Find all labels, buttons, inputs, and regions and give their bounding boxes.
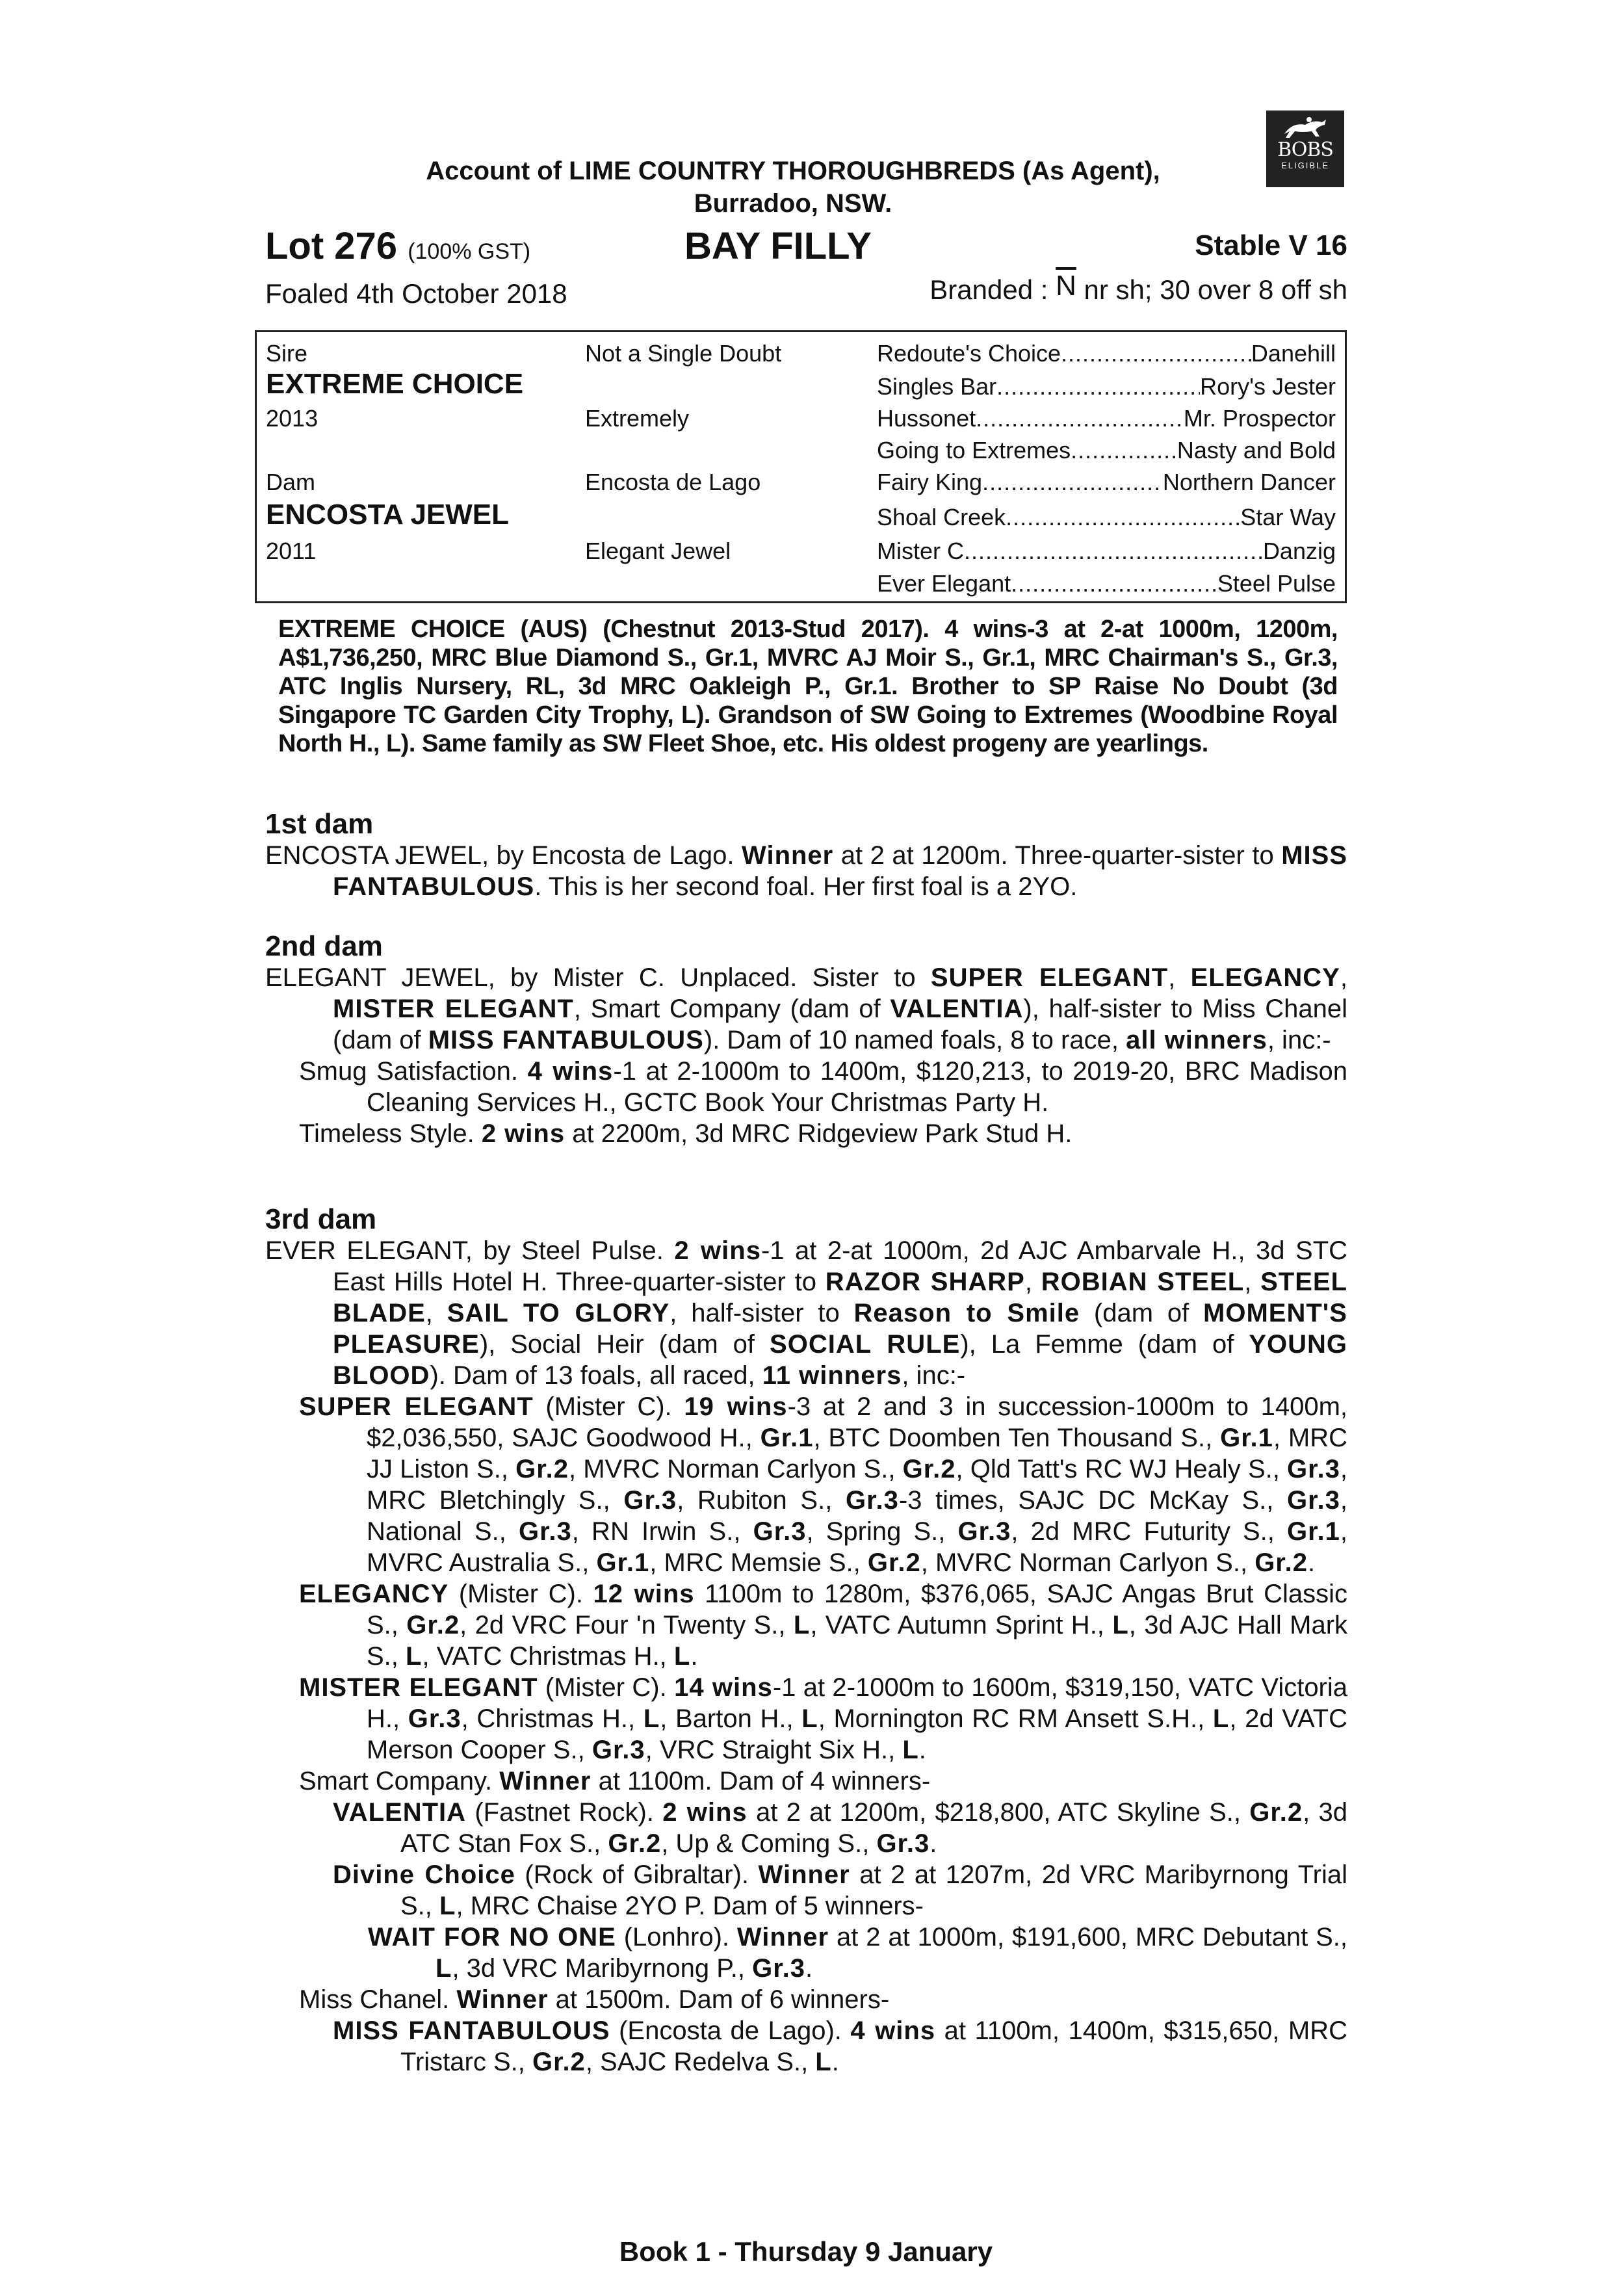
sire-label: Sire [266, 340, 308, 367]
grandparent-row [877, 538, 1336, 565]
bold-text: Gr.3 [623, 1486, 677, 1515]
text: , MVRC Norman Carlyon S., [920, 1548, 1255, 1577]
text: , Barton H., [660, 1704, 802, 1733]
text: , Qld Tatt's RC WJ Healy S., [956, 1455, 1288, 1483]
gst-note: (100% GST) [408, 239, 531, 264]
dot-leader [964, 538, 1263, 565]
first-dam-text [265, 840, 1347, 902]
grandparent-row [877, 469, 1336, 496]
logo-subtext: ELIGIBLE [1281, 161, 1329, 170]
bold-text: MISS FANTABULOUS [333, 841, 1348, 901]
text: at 1500m. Dam of 6 winners- [548, 1985, 890, 2014]
bold-text: Winner [736, 1923, 829, 1951]
bold-text: L [801, 1704, 818, 1733]
progeny-entry [333, 1797, 1347, 1859]
bold-text: SAIL TO GLORY [447, 1299, 670, 1327]
gp-sire: Redoute's Choice [877, 340, 1061, 367]
text: , RN Irwin S., [571, 1517, 753, 1546]
text: . [918, 1736, 926, 1764]
text: , MRC JJ Liston S., [367, 1424, 1347, 1483]
branded-label: Branded : [930, 274, 1048, 305]
lot-line [265, 224, 1347, 270]
gp-sire: Ever Elegant [877, 570, 1011, 597]
lot-number [265, 224, 530, 268]
sire-summary: EXTREME CHOICE (AUS) (Chestnut 2013-Stud 2017). 4 wins-3 at 2-at 1000m, 1200m, A$1,736,250, MRC Blue Diamond S., Gr.1, MVRC AJ Moir S., Gr.1, MRC Chairman's S., Gr.3, ATC Inglis Nursery, RL, 3d MRC Oakleigh P., Gr.1. Brother to SP Raise No Doubt (3d Singapore TC Garden City Trophy, L). Grandson of SW Going to Extremes (Woodbine Royal North H., L). Same family as SW Fleet Shoe, etc. His oldest progeny are yearlings. [278, 616, 1338, 757]
bold-text: L [815, 2048, 832, 2076]
branded-info [879, 270, 1347, 306]
branded-detail: nr sh; 30 over 8 off sh [1084, 274, 1347, 305]
text: , 2d VRC Four 'n Twenty S., [460, 1611, 794, 1639]
text: -1 at 2-at 1000m, 2d AJC Ambarvale H., 3d STC East Hills Hotel H. Three-quarter-sister to [333, 1236, 1348, 1296]
bold-text: RAZOR SHARP [825, 1268, 1025, 1296]
bold-text: ELEGANCY [299, 1580, 449, 1608]
grandparent-row [877, 570, 1336, 597]
bold-text: 4 wins [850, 2016, 936, 2045]
text: , MVRC Norman Carlyon S., [568, 1455, 903, 1483]
text: . [690, 1642, 698, 1671]
vendor-heading [0, 155, 1612, 220]
bold-text: MISS FANTABULOUS [428, 1026, 704, 1054]
bold-text: Gr.2 [406, 1611, 460, 1639]
grandparent-row [877, 340, 1336, 367]
text: -1 at 2-1000m to 1400m, $120,213, to 2019-20, BRC Madison Cleaning Services H., GCTC Book Your Christmas Party H. [367, 1057, 1348, 1117]
second-dam-section [265, 931, 1347, 1149]
text: at 2 at 1207m, 2d VRC Maribyrnong Trial S., [400, 1860, 1347, 1920]
gp-dam-sire: Rory's Jester [1200, 373, 1336, 400]
bold-text: L [439, 1892, 456, 1920]
text: Smart Company. [299, 1767, 500, 1795]
gp-sire: Mister C [877, 538, 964, 564]
bold-text: Gr.1 [596, 1548, 650, 1577]
text: , [1340, 963, 1347, 992]
progeny-entry [333, 1859, 1347, 1922]
gp-dam-sire: Steel Pulse [1217, 570, 1336, 597]
text: , 3d VRC Maribyrnong P., [452, 1954, 753, 1983]
text: ELEGANT JEWEL, by Mister C. Unplaced. Sister to [265, 963, 931, 992]
dot-leader [976, 405, 1184, 432]
gp-sire: Fairy King [877, 469, 983, 495]
bold-text: all winners [1126, 1026, 1268, 1054]
progeny-entry [299, 1118, 1347, 1149]
text: Smug Satisfaction. [299, 1057, 528, 1086]
text: at 2 at 1200m. Three-quarter-sister to [833, 841, 1282, 870]
text: -1 at 2-1000m to 1600m, $319,150, VATC Victoria H., [367, 1673, 1348, 1733]
sire-dam: Extremely [585, 405, 690, 432]
bold-text: 12 wins [593, 1580, 695, 1608]
bold-text: Gr.3 [1287, 1486, 1340, 1515]
progeny-entry [299, 1578, 1347, 1672]
progeny-entry [368, 1922, 1347, 1984]
logo-text: BOBS [1277, 138, 1333, 161]
foaled-date: Foaled 4th October 2018 [265, 278, 567, 309]
bold-text: L [1212, 1704, 1230, 1733]
text: at 1100m, 1400m, $315,650, MRC Tristarc S., [400, 2016, 1347, 2076]
bold-text: MOMENT'S PLEASURE [333, 1299, 1347, 1359]
bold-text: Reason to Smile [853, 1299, 1080, 1327]
text: EVER ELEGANT, by Steel Pulse. [265, 1236, 675, 1265]
first-dam-heading: 1st dam [265, 808, 374, 840]
bold-text: VALENTIA [333, 1798, 467, 1827]
sire-year: 2013 [266, 405, 318, 432]
bold-text: Gr.3 [753, 1517, 807, 1546]
gp-dam-sire: Nasty and Bold [1176, 437, 1336, 463]
text: , 2d MRC Futurity S., [1011, 1517, 1288, 1546]
gp-sire: Shoal Creek [877, 504, 1006, 530]
bold-text: STEEL BLADE [333, 1268, 1348, 1327]
second-dam-text [265, 962, 1347, 1056]
dam-name: ENCOSTA JEWEL [266, 499, 510, 530]
text: ), Social Heir (dam of [479, 1330, 770, 1359]
grandparent-row [877, 504, 1336, 531]
text: , BTC Doomben Ten Thousand S., [813, 1424, 1221, 1452]
page-footer: Book 1 - Thursday 9 January [619, 2236, 993, 2267]
gp-dam-sire: Star Way [1240, 504, 1336, 530]
bold-text: 2 wins [674, 1236, 761, 1265]
dot-leader [996, 373, 1200, 400]
text: (Mister C). [448, 1580, 593, 1608]
text: ), half-sister to Miss Chanel (dam of [333, 995, 1348, 1054]
text: , MVRC Australia S., [367, 1517, 1348, 1577]
bold-text: 4 wins [527, 1057, 614, 1086]
progeny-entry [333, 2015, 1347, 2078]
text: , 2d VATC Merson Cooper S., [367, 1704, 1348, 1764]
gp-dam-sire: Danzig [1262, 538, 1336, 564]
text: at 2200m, 3d MRC Ridgeview Park Stud H. [565, 1119, 1072, 1148]
third-dam-heading: 3rd dam [265, 1203, 377, 1235]
text: Timeless Style. [299, 1119, 482, 1148]
bold-text: Gr.3 [1287, 1455, 1340, 1483]
text: (Lonhro). [616, 1923, 737, 1951]
gp-dam-sire: Northern Dancer [1162, 469, 1336, 495]
text: , VATC Christmas H., [422, 1642, 674, 1671]
bold-text: Gr.1 [1220, 1424, 1273, 1452]
text: , VATC Autumn Sprint H., [810, 1611, 1113, 1639]
text: , inc:- [1267, 1026, 1331, 1054]
bold-text: 19 wins [684, 1392, 788, 1421]
text: ). Dam of 13 foals, all raced, [430, 1361, 762, 1390]
second-dam-heading: 2nd dam [265, 930, 383, 962]
text: , Mornington RC RM Ansett S.H., [818, 1704, 1213, 1733]
text: . [1308, 1548, 1316, 1577]
bold-text: L [1112, 1611, 1129, 1639]
bold-text: Winner [742, 841, 834, 870]
dam-year: 2011 [266, 538, 317, 564]
bold-text: Winner [499, 1767, 592, 1795]
bold-text: Gr.2 [515, 1455, 569, 1483]
text: (Fastnet Rock). [466, 1798, 663, 1827]
text: , [1244, 1268, 1261, 1296]
bold-text: Gr.2 [902, 1455, 956, 1483]
text: at 2 at 1000m, $191,600, MRC Debutant S., [829, 1923, 1347, 1951]
text: at 1100m. Dam of 4 winners- [591, 1767, 931, 1795]
bobs-eligible-logo [1266, 111, 1344, 187]
bold-text: L [643, 1704, 660, 1733]
dam-dam: Elegant Jewel [585, 538, 731, 564]
text: , half-sister to [670, 1299, 854, 1327]
dam-sire: Encosta de Lago [585, 469, 761, 495]
text: , [425, 1299, 447, 1327]
bold-text: L [406, 1642, 422, 1671]
sire-sire: Not a Single Doubt [585, 340, 782, 367]
bold-text: YOUNG BLOOD [333, 1330, 1347, 1390]
bold-text: MISTER ELEGANT [299, 1673, 538, 1702]
text: , Rubiton S., [677, 1486, 846, 1515]
progeny-entry [299, 1056, 1347, 1118]
bold-text: WAIT FOR NO ONE [368, 1923, 616, 1951]
dam-label: Dam [266, 469, 316, 495]
gp-sire: Singles Bar [877, 373, 997, 400]
text: , Smart Company (dam of [573, 995, 890, 1023]
bold-text: Gr.2 [532, 2048, 586, 2076]
dot-leader [1061, 340, 1251, 367]
dot-leader [1006, 504, 1240, 531]
gp-dam-sire: Mr. Prospector [1183, 405, 1336, 432]
text: 1100m to 1280m, $376,065, SAJC Angas Brut Classic S., [367, 1580, 1347, 1639]
text: -3 times, SAJC DC McKay S., [898, 1486, 1288, 1515]
bold-text: MISS FANTABULOUS [333, 2016, 610, 2045]
text: . [805, 1954, 813, 1983]
first-dam-section [265, 809, 1347, 902]
grandparent-row [877, 373, 1336, 400]
dot-leader [1011, 570, 1217, 597]
text: , Christmas H., [461, 1704, 644, 1733]
vendor-line-2: Burradoo, NSW. [694, 189, 892, 218]
text: , 3d AJC Hall Mark S., [367, 1611, 1348, 1671]
text: -3 at 2 and 3 in succession-1000m to 1400m, $2,036,550, SAJC Goodwood H., [367, 1392, 1348, 1452]
bold-text: SUPER ELEGANT [299, 1392, 534, 1421]
lot-label: Lot 276 [265, 225, 398, 267]
bold-text: Gr.3 [876, 1829, 930, 1858]
bold-text: SUPER ELEGANT [930, 963, 1169, 992]
bold-text: Winner [758, 1860, 850, 1889]
brand-mark: $\overline{N}$ [1056, 270, 1076, 302]
bold-text: L [436, 1954, 452, 1983]
dot-leader [982, 469, 1163, 496]
bold-text: Gr.2 [867, 1548, 921, 1577]
stable-location: Stable V 16 [1195, 229, 1347, 261]
text: ). Dam of 10 named foals, 8 to race, [703, 1026, 1126, 1054]
bold-text: Gr.2 [1254, 1548, 1308, 1577]
bold-text: 2 wins [662, 1798, 748, 1827]
text: , [1024, 1268, 1041, 1296]
bold-text: Gr.3 [408, 1704, 462, 1733]
gp-dam-sire: Danehill [1251, 340, 1336, 367]
text: (Encosta de Lago). [610, 2016, 851, 2045]
text: , Spring S., [806, 1517, 958, 1546]
bold-text: SOCIAL RULE [770, 1330, 961, 1359]
text: . This is her second foal. Her first foal is a 2YO. [534, 872, 1078, 901]
progeny-entry [299, 1672, 1347, 1766]
text: , MRC Bletchingly S., [367, 1455, 1347, 1515]
gp-sire: Hussonet [877, 405, 976, 432]
progeny-entry [299, 1984, 1347, 2015]
sire-name: EXTREME CHOICE [266, 368, 524, 400]
bold-text: Gr.1 [760, 1424, 814, 1452]
bold-text: Gr.2 [1249, 1798, 1303, 1827]
text: , MRC Memsie S., [649, 1548, 868, 1577]
text: (dam of [1080, 1299, 1204, 1327]
text: , SAJC Redelva S., [585, 2048, 816, 2076]
text: , VRC Straight Six H., [645, 1736, 903, 1764]
progeny-entry [299, 1766, 1347, 1797]
grandparent-row [877, 437, 1336, 464]
gp-sire: Going to Extremes [877, 437, 1071, 463]
text: ENCOSTA JEWEL, by Encosta de Lago. [265, 841, 742, 870]
bold-text: L [902, 1736, 919, 1764]
text: Miss Chanel. [299, 1985, 457, 2014]
text: . [831, 2048, 839, 2076]
text: ), La Femme (dam of [960, 1330, 1249, 1359]
bold-text: Gr.3 [957, 1517, 1011, 1546]
text: , Up & Coming S., [661, 1829, 877, 1858]
bold-text: 11 winners [762, 1361, 902, 1390]
text: . [930, 1829, 937, 1858]
progeny-entry [299, 1391, 1347, 1578]
vendor-line-1: Account of LIME COUNTRY THOROUGHBREDS (As Agent), [426, 157, 1160, 185]
grandparent-row [877, 405, 1336, 432]
text: , inc:- [902, 1361, 966, 1390]
text: , [1168, 963, 1191, 992]
third-dam-section [265, 1204, 1347, 2078]
text: (Mister C). [538, 1673, 675, 1702]
text: (Rock of Gibraltar). [515, 1860, 759, 1889]
bold-text: Gr.1 [1287, 1517, 1340, 1546]
pedigree-table [255, 330, 1347, 603]
bold-text: MISTER ELEGANT [333, 995, 574, 1023]
horse-description: BAY FILLY [684, 225, 872, 267]
text: , MRC Chaise 2YO P. Dam of 5 winners- [456, 1892, 924, 1920]
horse-jockey-icon [1266, 114, 1344, 140]
bold-text: L [793, 1611, 811, 1639]
bold-text: Gr.3 [845, 1486, 899, 1515]
bold-text: Gr.3 [518, 1517, 572, 1546]
bold-text: ROBIAN STEEL [1041, 1268, 1245, 1296]
bold-text: VALENTIA [890, 995, 1024, 1023]
bold-text: 2 wins [481, 1119, 566, 1148]
text: at 2 at 1200m, $218,800, ATC Skyline S., [747, 1798, 1250, 1827]
third-dam-text [265, 1235, 1347, 1391]
bold-text: Gr.3 [752, 1954, 805, 1983]
dot-leader [1071, 437, 1177, 464]
bold-text: L [673, 1642, 691, 1671]
text: (Mister C). [533, 1392, 684, 1421]
bold-text: Gr.2 [608, 1829, 662, 1858]
text: , National S., [367, 1486, 1348, 1546]
bold-text: Gr.3 [592, 1736, 645, 1764]
bold-text: ELEGANCY [1190, 963, 1340, 992]
text: , 3d ATC Stan Fox S., [400, 1798, 1348, 1858]
bold-text: 14 wins [674, 1673, 773, 1702]
bold-text: Winner [456, 1985, 549, 2014]
bold-text: Divine Choice [333, 1860, 515, 1889]
